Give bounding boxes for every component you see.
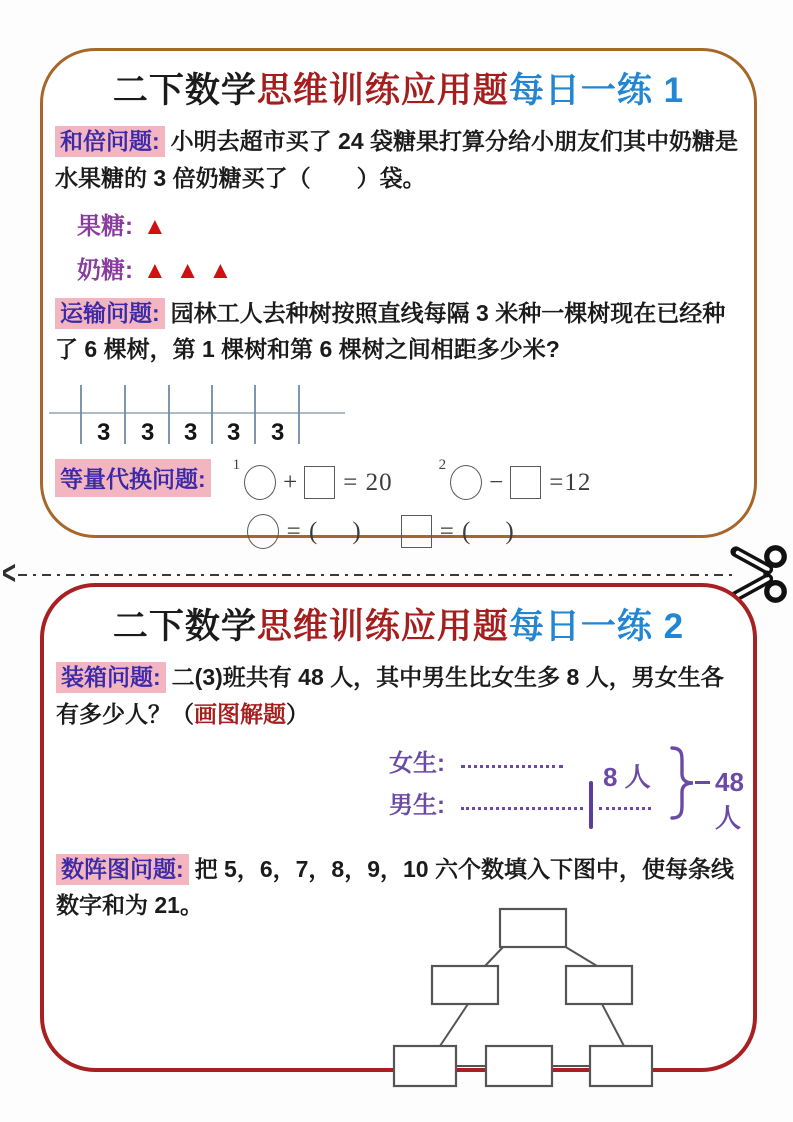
minus-operator: − bbox=[489, 468, 504, 496]
problem-dengliang bbox=[53, 459, 744, 549]
square-answer-close: ) bbox=[505, 517, 514, 545]
problem-hebei bbox=[55, 123, 742, 197]
card1-title-grade: 二下数学 bbox=[112, 71, 257, 110]
circle-shape bbox=[450, 465, 482, 500]
total-value: 48 人 bbox=[715, 766, 744, 833]
candy-row-fruit-label: 果糖: bbox=[77, 212, 133, 240]
square-shape bbox=[510, 466, 541, 499]
segment-label: 3 bbox=[184, 419, 198, 447]
equation-1-result: = 20 bbox=[343, 468, 393, 496]
segment-label: 3 bbox=[271, 419, 285, 447]
problem-yunshu-text: 园林工人去种树按照直线每隔 3 米种一棵树现在已经种了 6 棵树，第 1 棵树和第 6 棵树之间相距多少米? bbox=[55, 299, 726, 363]
circle-answer-close: ) bbox=[352, 517, 361, 545]
triangle-box-mid-left bbox=[432, 966, 498, 1004]
problem-hebei-text: 小明去超市买了 24 袋糖果打算分给小朋友们其中奶糖是水果糖的 3 倍奶糖买了（ ）袋。 bbox=[55, 128, 739, 191]
circle-shape bbox=[244, 465, 276, 500]
triangle-box-top bbox=[500, 909, 566, 947]
equation-row-1 bbox=[232, 457, 592, 500]
segment-label: 3 bbox=[97, 419, 111, 447]
card1-title-practice: 每日一练 1 bbox=[508, 71, 685, 110]
problem-zhuangxiang-close: ） bbox=[286, 700, 309, 727]
card1-title bbox=[53, 63, 744, 113]
problem-shuzhen-text: 把 5，6，7，8，9，10 六个数填入下图中，使每条线数字和为 21。 bbox=[56, 855, 734, 919]
card2-title bbox=[54, 599, 743, 649]
boys-girls-bar-diagram bbox=[389, 741, 769, 841]
problem-dengliang-label: 等量代换问题: bbox=[55, 459, 211, 497]
boys-dotted-line bbox=[461, 807, 583, 810]
square-answer-open: = ( bbox=[439, 517, 472, 545]
problem-yunshu-label: 运输问题: bbox=[55, 298, 165, 329]
circle-answer-open: = ( bbox=[286, 517, 319, 545]
problem-yunshu bbox=[55, 295, 742, 369]
problem-hebei-label: 和倍问题: bbox=[55, 126, 165, 157]
divider-bar bbox=[589, 781, 593, 829]
boys-label: 男生: bbox=[389, 791, 445, 819]
card2-title-topic: 思维训练应用题 bbox=[256, 607, 509, 646]
problem-zhuangxiang bbox=[56, 659, 741, 733]
brace-dash bbox=[695, 781, 710, 785]
number-triangle-svg bbox=[392, 904, 656, 1092]
dash-dot-line bbox=[18, 574, 733, 576]
candy-row-fruit bbox=[77, 206, 744, 241]
boys-extra-dotted-line bbox=[599, 807, 651, 810]
triangle-box-mid-right bbox=[566, 966, 632, 1004]
triangle-marks-milk: ▲▲▲ bbox=[143, 256, 242, 284]
equation-2-number: 2 bbox=[438, 457, 447, 474]
equation-1-number: 1 bbox=[232, 457, 241, 474]
curly-brace bbox=[669, 745, 697, 821]
equation-2-result: =12 bbox=[549, 468, 592, 496]
card1-title-topic: 思维训练应用题 bbox=[256, 71, 509, 110]
problem-zhuangxiang-label: 装箱问题: bbox=[56, 662, 166, 693]
tree-spacing-svg bbox=[49, 380, 349, 452]
problem-shuzhen-label: 数阵图问题: bbox=[56, 854, 189, 885]
triangle-marks-fruit: ▲ bbox=[143, 212, 176, 240]
segment-label: 3 bbox=[141, 419, 155, 447]
segment-label: 3 bbox=[227, 419, 241, 447]
triangle-box-bottom-right bbox=[590, 1046, 652, 1086]
candy-row-milk bbox=[77, 250, 744, 285]
card2-title-practice: 每日一练 2 bbox=[508, 607, 685, 646]
square-shape bbox=[304, 466, 335, 499]
difference-value: 8 人 bbox=[603, 761, 651, 792]
triangle-box-bottom-left bbox=[394, 1046, 456, 1086]
tree-spacing-diagram bbox=[49, 380, 744, 457]
card2-title-grade: 二下数学 bbox=[112, 607, 257, 646]
plus-operator: + bbox=[283, 468, 298, 496]
problem-zhuangxiang-text: 二(3)班共有 48 人，其中男生比女生多 8 人，男女生各有多少人？（ bbox=[56, 664, 724, 727]
equations bbox=[233, 459, 592, 549]
worksheet-card-2 bbox=[40, 583, 757, 1072]
number-triangle-diagram bbox=[392, 904, 743, 1097]
candy-row-milk-label: 奶糖: bbox=[77, 256, 133, 284]
worksheet-card-1 bbox=[40, 48, 757, 545]
girls-dotted-line bbox=[461, 765, 563, 768]
left-arrow-icon: < bbox=[2, 554, 17, 593]
triangle-box-bottom-center bbox=[486, 1046, 552, 1086]
girls-label: 女生: bbox=[389, 749, 445, 777]
draw-hint-text: 画图解题 bbox=[194, 700, 286, 727]
